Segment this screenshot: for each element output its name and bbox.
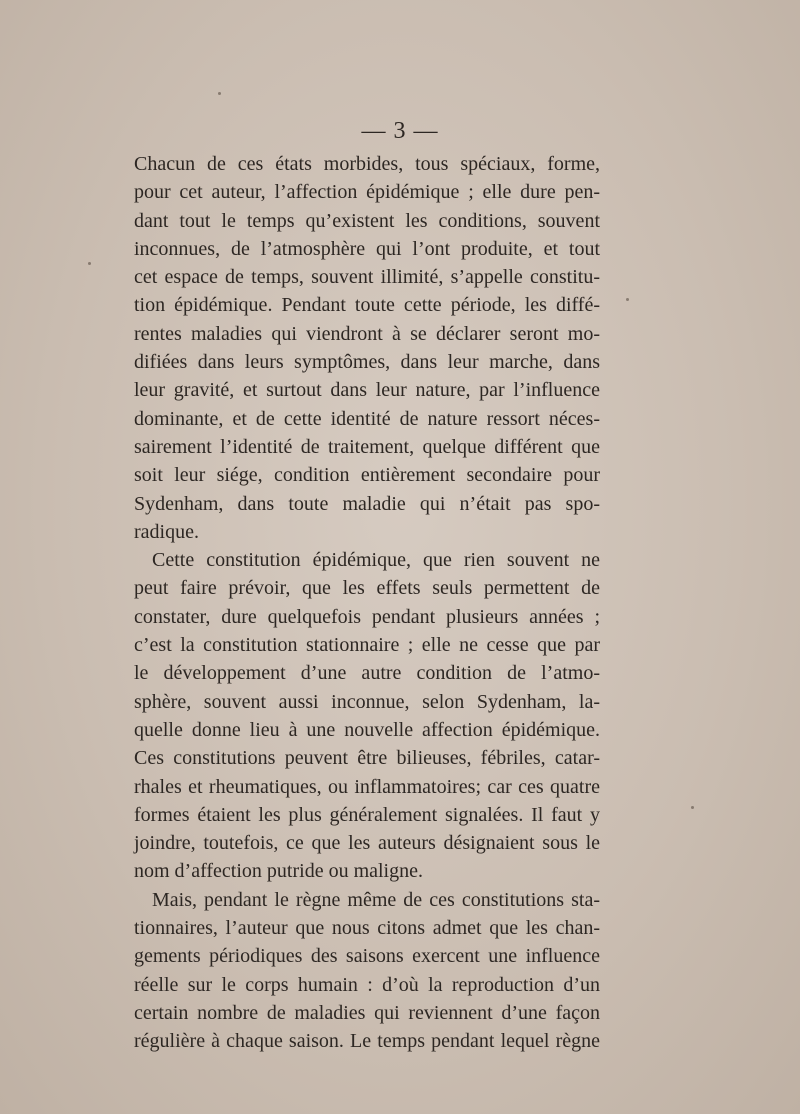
text-line: dominante, et de cette identité de nature ressort néces- (134, 407, 600, 430)
text-line: inconnues, de l’atmosphère qui l’ont produite, et tout (134, 237, 600, 260)
text-line: difiées dans leurs symptômes, dans leur marche, dans (134, 351, 600, 374)
text-line: joindre, toutefois, ce que les auteurs désignaient sous le (134, 832, 600, 855)
text-line: dant tout le temps qu’existent les conditions, souvent (134, 209, 600, 232)
paper-speck (88, 262, 91, 265)
text-line: c’est la constitution stationnaire ; elle ne cesse que par (134, 634, 600, 657)
text-line: Mais, pendant le règne même de ces constitutions sta- (152, 888, 600, 911)
text-line: quelle donne lieu à une nouvelle affection épidémique. (134, 718, 600, 741)
page-number: — 3 — (361, 118, 439, 144)
text-line: leur gravité, et surtout dans leur nature, par l’influence (134, 379, 600, 402)
text-line: pour cet auteur, l’affection épidémique ; elle dure pen- (134, 181, 600, 204)
text-line: rentes maladies qui viendront à se déclarer seront mo- (134, 322, 600, 345)
paper-speck (218, 92, 221, 95)
text-line: Cette constitution épidémique, que rien souvent ne (152, 549, 600, 572)
text-line: Chacun de ces états morbides, tous spéciaux, forme, (134, 153, 600, 175)
text-line: Sydenham, dans toute maladie qui n’était pas spo- (134, 492, 600, 515)
text-line: constater, dure quelquefois pendant plusieurs années ; (134, 605, 600, 628)
text-line: nom d’affection putride ou maligne. (134, 860, 423, 883)
text-line: le développement d’une autre condition de l’atmo- (134, 662, 600, 685)
text-line: sphère, souvent aussi inconnue, selon Sydenham, la- (134, 690, 600, 713)
paper-speck (691, 806, 694, 809)
text-line: tion épidémique. Pendant toute cette période, les diffé- (134, 294, 600, 317)
paper-speck (626, 298, 629, 301)
text-line: certain nombre de maladies qui reviennent d’une façon (134, 1001, 600, 1024)
text-line: cet espace de temps, souvent illimité, s’appelle constitu- (134, 266, 600, 289)
text-line: sairement l’identité de traitement, quelque différent que (134, 435, 600, 458)
text-line: tionnaires, l’auteur que nous citons admet que les chan- (134, 917, 600, 940)
text-line: gements périodiques des saisons exercent une influence (134, 945, 600, 968)
text-line: formes étaient les plus généralement signalées. Il faut y (134, 803, 600, 826)
text-line: régulière à chaque saison. Le temps pendant lequel règne (134, 1030, 600, 1053)
text-line: rhales et rheumatiques, ou inflammatoires; car ces quatre (134, 775, 600, 798)
text-line: Ces constitutions peuvent être bilieuses, fébriles, catar- (134, 747, 600, 770)
text-line: réelle sur le corps humain : d’où la reproduction d’un (134, 973, 600, 996)
text-line: peut faire prévoir, que les effets seuls permettent de (134, 577, 600, 600)
text-line: soit leur siége, condition entièrement secondaire pour (134, 464, 600, 487)
body-text (134, 150, 600, 1056)
text-line: radique. (134, 520, 199, 543)
